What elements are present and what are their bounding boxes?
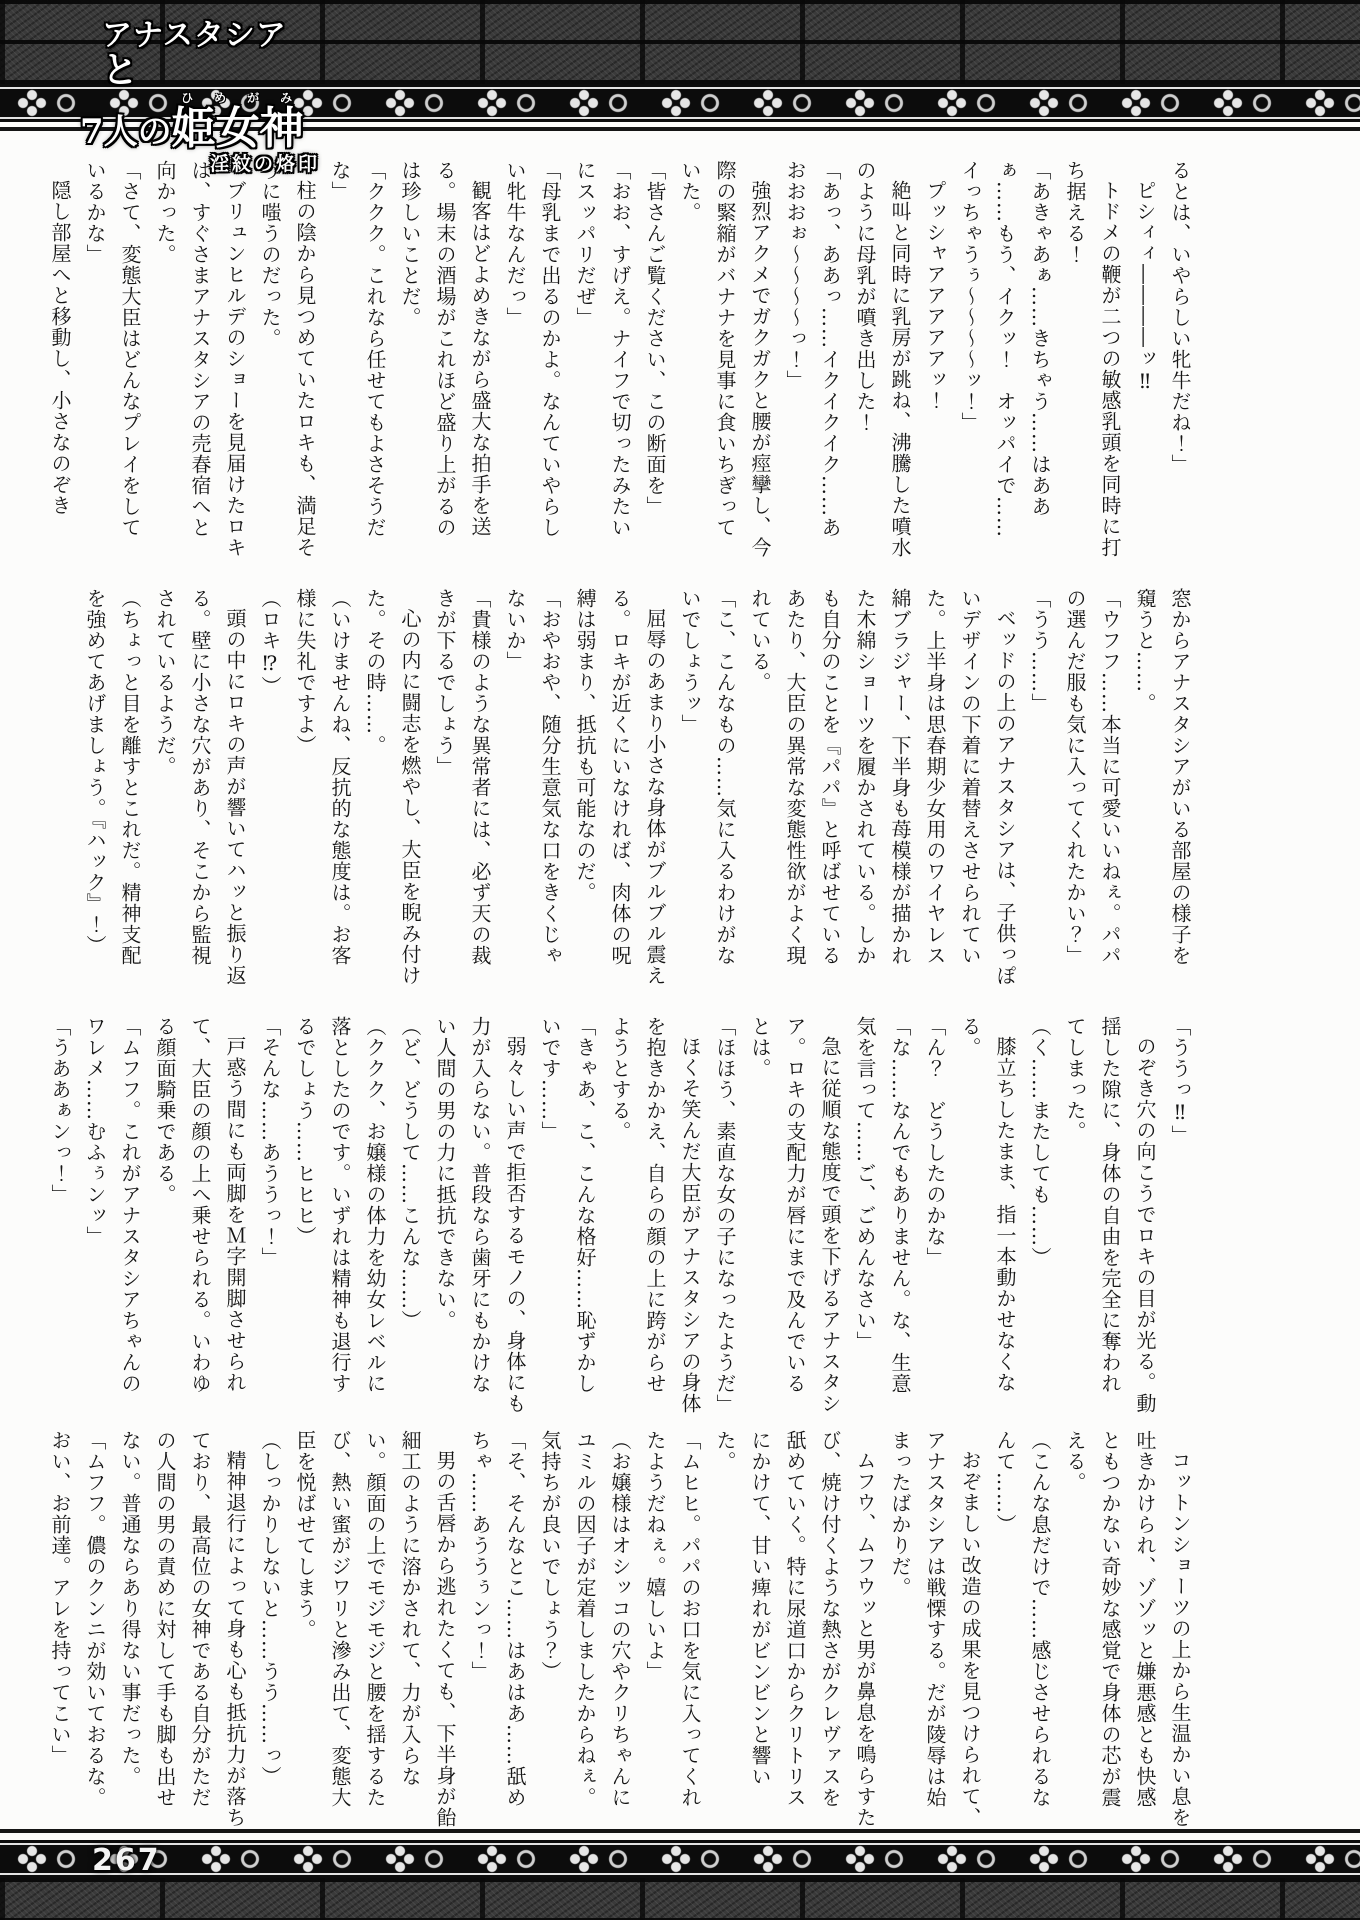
paragraph: ほくそ笑んだ大臣がアナスタシアの身体を抱きかかえ、自らの顔の上に跨がらせようとする。 (608, 1016, 702, 1414)
paragraph: 「ううっ‼」 (1168, 1016, 1192, 1146)
floral-border-bottom (0, 1840, 1360, 1878)
paragraph: 柱の陰から見つめていたロキも、満足そうに嗤うのだった。 (258, 160, 317, 558)
logo-title-prefix: 7人の (80, 112, 172, 153)
paragraph: 「こ、こんなもの……気に入るわけがないでしょうッ」 (678, 588, 737, 966)
paragraph: 「さて、変態大臣はどんなプレイをしているかな」 (83, 160, 142, 538)
paragraph: 「うああぁンっ！」 (48, 1016, 72, 1205)
paragraph: 「そ、そんなとこ……はあはあ……舐めちゃ……あううぅンっ！」 (468, 1430, 527, 1808)
paragraph: 「ん？ どうしたのかな」 (923, 1016, 947, 1268)
paragraph: 急に従順な態度で頭を下げるアナスタシア。ロキの支配力が唇にまで及んでいるとは。 (748, 1016, 842, 1414)
paragraph: 「おお、すげえ。ナイフで切ったみたいにスッパリだぜ」 (573, 160, 632, 538)
paragraph: 「母乳まで出るのかよ。なんていやらしい牝牛なんだっ」 (503, 160, 562, 538)
brick-texture-bottom (0, 1878, 1360, 1920)
logo-particle: と (102, 48, 140, 91)
paragraph: るとは、いやらしい牝牛だね！」 (1168, 160, 1192, 475)
paragraph: 「そんな……あううっ！」 (258, 1016, 282, 1268)
bottom-rule (0, 1829, 1360, 1833)
paragraph: 心の内に闘志を燃やし、大臣を睨み付けた。その時……。 (363, 588, 422, 986)
paragraph: ピシィィ――――ッ‼ (1133, 180, 1157, 394)
logo-title-line2 (80, 91, 320, 155)
logo-title-main-ruby (171, 91, 304, 155)
text-band-1 (48, 160, 1197, 558)
paragraph: （く……またしても……） (1028, 1016, 1052, 1268)
paragraph: 頭の中にロキの声が響いてハッと振り返る。壁に小さな穴があり、そこから監視されているようだ。 (153, 588, 247, 986)
paragraph: 強烈アクメでガクガクと腰が痙攣し、今際の緊縮がバナナを見事に食いちぎっていた。 (678, 160, 772, 558)
text-band-3 (48, 1016, 1197, 1415)
paragraph: （ちょっと目を離すとこれだ。精神支配を強めてあげましょう。『ハック』！） (83, 588, 142, 966)
paragraph: 隠し部屋へと移動し、小さなのぞき (48, 180, 72, 516)
paragraph: のぞき穴の向こうでロキの目が光る。動揺した隙に、身体の自由を完全に奪われてしまった。 (1063, 1016, 1157, 1414)
paragraph: おぞましい改造の成果を見つけられて、アナスタシアは戦慄する。だが陵辱は始まったばかりだ。 (888, 1430, 982, 1828)
paragraph: トドメの鞭が二つの敏感乳頭を同時に打ち据える！ (1063, 160, 1122, 558)
paragraph: コットンショーツの上から生温かい息を吐きかけられ、ゾゾッと嫌悪感とも快感ともつかない奇妙な感覚で身体の芯が震える。 (1063, 1430, 1192, 1828)
paragraph: 男の舌唇から逃れたくても、下半身が飴細工のように溶かされて、力が入らない。顔面の上でモジモジと腰を揺するたび、熱い蜜がジワリと滲み出て、変態大臣を悦ばせてしまう。 (293, 1430, 457, 1828)
paragraph: プッシャアアアアアッ！ (923, 180, 947, 411)
paragraph: 「な……なんでもありません。な、生意気を言って……ご、ごめんなさい」 (853, 1016, 912, 1394)
paragraph: ブリュンヒルデのショーを見届けたロキは、すぐさまアナスタシアの売春宿へと向かった。 (153, 160, 247, 558)
paragraph: 「うう……」 (1028, 588, 1052, 714)
text-band-4 (48, 1430, 1197, 1828)
paragraph: （お嬢様はオシッコの穴やクリちゃんにユミルの因子が定着しましたからねぇ。気持ちが良いでしょう？） (538, 1430, 632, 1808)
paragraph: （しっかりしないと……うう……っ） (258, 1430, 282, 1787)
quatrefoil-pattern (0, 1843, 1360, 1875)
paragraph: （ど、どうして……こんな……） (398, 1016, 422, 1331)
logo-title-text: アナスタシア (102, 18, 287, 53)
paragraph: 窓からアナスタシアがいる部屋の様子を窺うと……。 (1133, 588, 1192, 966)
paragraph: （いけませんね、反抗的な態度は。お客様に失礼ですよ） (293, 588, 352, 966)
paragraph: 戸惑う間にも両脚をＭ字開脚させられて、大臣の顔の上へ乗せられる。いわゆる顔面騎乗である。 (153, 1016, 247, 1394)
paragraph: 「ムフフ。これがアナスタシアちゃんのワレメ……むふぅンッ」 (83, 1016, 142, 1394)
paragraph: 「あっ、ああっ……イクイクイク……あおおおぉ～～～～っ！」 (783, 160, 842, 538)
paragraph: 「ムヒヒ。パパのお口を気に入ってくれたようだねぇ。嬉しいよ」 (643, 1430, 702, 1808)
paragraph: 「あきゃあぁ……きちゃう……はああぁ……もう、イクッ！ オッパイで……イっちゃうぅ～～～～ッ！」 (958, 160, 1052, 538)
book-logo (80, 20, 320, 175)
logo-subtitle: 淫紋の烙印 (209, 153, 320, 176)
paragraph: 「きゃあ、こ、こんな格好……恥ずかしいです……」 (538, 1016, 597, 1394)
paragraph: 「ククク。これなら任せてもよさそうだな」 (328, 160, 387, 538)
paragraph: 「ほほう、素直な女の子になったようだ」 (713, 1016, 737, 1415)
text-band-2 (85, 588, 1197, 986)
paragraph: （ロキ⁉） (258, 588, 282, 697)
paragraph: 絶叫と同時に乳房が跳ね、沸騰した噴水のように母乳が噴き出した！ (853, 160, 912, 558)
logo-furigana: ひめがみ (171, 91, 304, 106)
paragraph: 「おやおや、随分生意気な口をきくじゃないか」 (503, 588, 562, 966)
paragraph: 「ウフフ……本当に可愛いいねぇ。パパの選んだ服も気に入ってくれたかい？」 (1063, 588, 1122, 966)
paragraph: 膝立ちしたまま、指一本動かせなくなる。 (958, 1016, 1017, 1393)
paragraph: 弱々しい声で拒否するモノの、身体にも力が入らない。普段なら歯牙にもかけない人間の男の力に抵抗できない。 (433, 1016, 527, 1414)
logo-title-main: 姫女神 (171, 103, 304, 155)
logo-title-line1 (80, 20, 320, 89)
paragraph: ムフウ、ムフウッと男が鼻息を鳴らすたび、焼け付くような熱さがクレヴァスを舐めていく。特に尿道口からクリトリスにかけて、甘い痺れがビンビンと響いた。 (713, 1430, 877, 1828)
paragraph: （ククク、お嬢様の体力を幼女レベルに落としたのです。いずれは精神も退行するでしょう……ヒヒヒ） (293, 1016, 387, 1394)
paragraph: （こんな息だけで……感じさせられるなんて……） (993, 1430, 1052, 1808)
paragraph: 屈辱のあまり小さな身体がブルブル震える。ロキが近くにいなければ、肉体の呪縛は弱まり、抵抗も可能なのだ。 (573, 588, 667, 986)
paragraph: 「ムフフ。儂のクンニが効いておるな。おい、お前達。アレを持ってこい」 (48, 1430, 107, 1808)
paragraph: 「皆さんご覧ください、この断面を」 (643, 160, 667, 517)
paragraph: ベッドの上のアナスタシアは、子供っぽいデザインの下着に着替えさせられていた。上半身は思春期少女用のワイヤレス綿ブラジャー、下半身も苺模様が描かれた木綿ショーツを履かされている。しかも自分のことを『パパ』と呼ばせているあたり、大臣の異常な変態性欲がよく現れている。 (748, 588, 1017, 986)
paragraph: 観客はどよめきながら盛大な拍手を送る。場末の酒場がこれほど盛り上がるのは珍しいことだ。 (398, 160, 492, 538)
paragraph: 精神退行によって身も心も抵抗力が落ちており、最高位の女神である自分がただの人間の男の責めに対して手も脚も出せない。普通ならあり得ない事だった。 (118, 1430, 247, 1828)
paragraph: 「貴様のような異常者には、必ず天の裁きが下るでしょう」 (433, 588, 492, 966)
page-number: 267 (92, 1843, 161, 1878)
